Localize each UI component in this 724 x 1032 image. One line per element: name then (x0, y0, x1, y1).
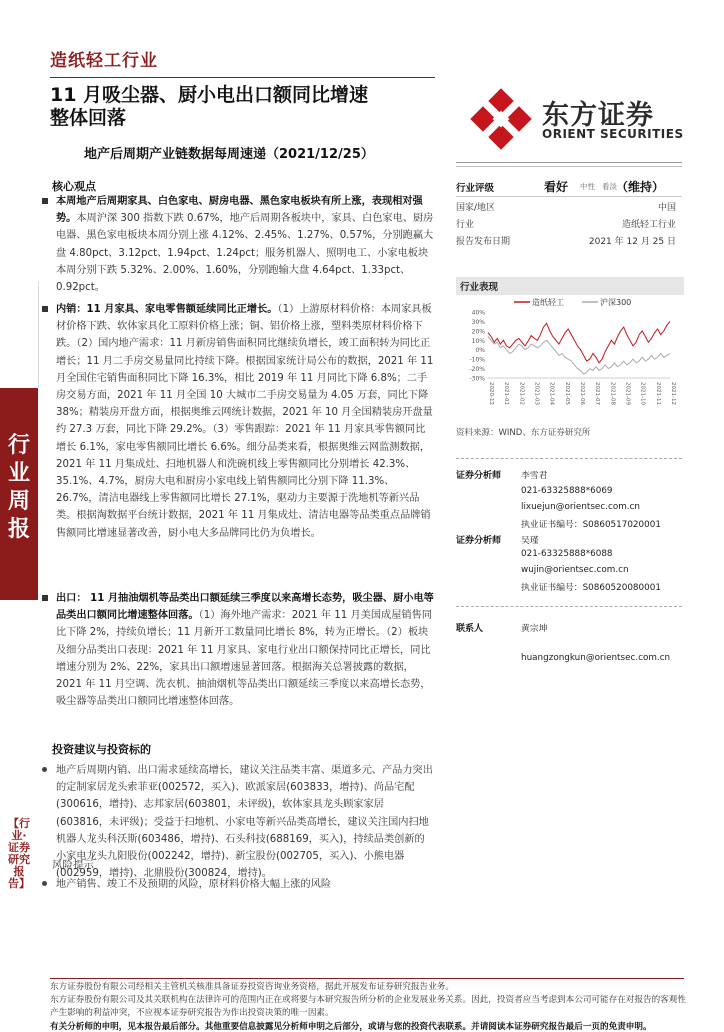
rating-divider (456, 196, 682, 197)
y-tick-label: 40% (471, 309, 485, 317)
rating-bearish: 看淡 (602, 182, 617, 191)
footer-line-3: 有关分析师的申明，见本报告最后部分。其他重要信息披露见分析师申明之后部分，或请与您的投资代表联系。并请阅读本证券研究报告最后一页的免责申明。 (50, 1022, 652, 1032)
rating-label: 行业评级 (456, 183, 495, 194)
analyst-divider (456, 458, 682, 459)
footer-line-1: 东方证券股份有限公司经相关主管机关核准具备证券投资咨询业务资格，据此开展发布证券研究报告业务。 (50, 982, 454, 992)
contact-label: 联系人 (456, 624, 484, 634)
y-tick-label: -20% (469, 366, 485, 374)
risk-paragraph (56, 876, 434, 893)
legend-label-1: 沪深300 (600, 298, 632, 307)
contact-name: 黄宗坤 (521, 624, 548, 634)
right-divider (456, 162, 682, 163)
orient-logo-icon (470, 88, 532, 150)
analyst-phone-1: 021-63325888*6069 (521, 486, 613, 496)
x-tick-label: 2021-05 (563, 382, 570, 405)
x-tick-label: 2021-12 (670, 382, 676, 405)
x-tick-label: 2021-11 (654, 382, 661, 405)
analyst-label-2: 证券分析师 (456, 536, 502, 546)
report-title (50, 84, 440, 130)
analyst-divider-2 (456, 606, 682, 607)
performance-chart (458, 292, 680, 420)
performance-title: 行业表现 (456, 277, 684, 295)
core-paragraph-2 (56, 301, 434, 542)
core-heading: 核心观点 (52, 180, 96, 193)
side-divider (0, 282, 39, 388)
x-tick-label: 2021-10 (639, 382, 646, 405)
side-tab-char: 业 (7, 461, 30, 486)
x-tick-label: 2021-08 (609, 382, 616, 405)
analyst-label-1: 证券分析师 (456, 471, 502, 481)
core-p1-text: 本周沪深 300 指数下跌 0.67%，地产后周期各板块中，家具、白色家电、厨房电器、黑色家电板块本周分别上涨 4.12%、2.45%、1.27%、0.57%，分别跑赢大盘 4.80pct、3.12pct、1.94pct、1.24pct；服务机器人、照明电工、小家电板块本周分别下跌 5.32%、2.00%、1.60%，分别跑输大盘 4.64pct、1.33pct、0.92pct。 (56, 213, 434, 294)
side-vertical-label: 【行业·证券研究报告】 (8, 817, 30, 890)
chart-source: 资料来源：WIND、东方证券研究所 (456, 428, 591, 438)
analyst-email-2[interactable]: wujin@orientsec.com.cn (521, 565, 629, 575)
country-value: 中国 (657, 203, 676, 213)
legend-label-0: 造纸轻工 (532, 298, 564, 307)
series-line-1 (488, 337, 670, 375)
x-tick-label: 2021-06 (579, 382, 585, 405)
analyst-name-1: 李雪君 (521, 471, 548, 481)
footer-rule (50, 978, 684, 979)
industry-label: 行业 (456, 220, 475, 230)
y-tick-label: -30% (469, 375, 485, 383)
core-p2-bold: 内销：11 月家具、家电零售额延续同比正增长。 (56, 304, 278, 315)
core-p3-bold: 出口： 11 月抽油烟机等品类出口额延续三季度以来高增长态势，吸尘器、厨小电等品类出口额同比增速整体回落。 (56, 593, 434, 622)
y-tick-label: 10% (471, 337, 485, 345)
industry-value: 造纸轻工行业 (621, 220, 676, 230)
industry-header: 造纸轻工行业 (50, 51, 158, 71)
series-line-0 (488, 321, 670, 363)
invest-heading: 投资建议与投资标的 (52, 743, 151, 756)
bullet-icon (42, 595, 48, 601)
x-tick-label: 2021-03 (533, 382, 540, 405)
analyst-name-2: 吴瑾 (521, 536, 539, 546)
x-tick-label: 2021-01 (503, 382, 510, 405)
core-paragraph-3 (56, 590, 434, 710)
logo-chinese-name: 东方证券 (542, 100, 654, 131)
rating-maintain: （维持） (616, 180, 665, 194)
core-p2-text: （1）上游原材料价格：本周家具板材价格下跌、软体家具化工原料价格上涨；铜、铝价格上涨，塑料类原材料价格下跌。（2）国内地产需求：11 月新房销售面积同比继续负增长，竣工面积转为同比正增长；11 月二手房交易量同比持续下降。根据国家统计局公布的数据，2021 年 11 月全国住宅销售面积同比下降 16.3%，相比 2019 年 11 月同比下降 6.8%；二手房交易方面，2021 年 11 月全国 10 大城市二手房交易量为 4.05 万套，同比下降 38%；精装房开盘方面，根据奥维云网统计数据，2021 年 10 月全国精装房开盘量约 27.3 万套，同比下降 29.2%。（3）零售跟踪：2021 年 11 月家具零售额同比增长 6.1%，家电零售额同比增长 6.6%。细分品类来看，根据奥维云网监测数据，2021 年 11 月集成灶、扫地机器人和洗碗机线上零售额同比分别增长 42.3%、35.1%、4.7%，厨房大电和厨房小家电线上销售额同比分别下降 11.3%、26.7%，清洁电器线上零售额同比增长 27.1%，驱动力主要源于洗地机等新兴品类。根据淘数据平台统计数据，2021 年 11 月集成灶、清洁电器等品类重点品牌销售额同比增速显著改善，厨小电大多品牌同比仍为负增长。 (56, 304, 434, 539)
x-tick-label: 2021-07 (594, 382, 601, 405)
analyst-cert-1: 执业证书编号：S0860517020001 (521, 520, 661, 530)
x-tick-label: 2021-09 (624, 382, 631, 405)
date-label: 报告发布日期 (456, 237, 511, 247)
logo-english-name: ORIENT SECURITIES (542, 127, 684, 141)
invest-text: 地产后周期内销、出口需求延续高增长，建议关注品类丰富、渠道多元、产品力突出的定制家居龙头索菲亚(002572，买入)、欧派家居(603833，增持)、尚品宅配(300616，增持)、志邦家居(603801，未评级)，软体家具龙头顾家家居(603816，未评级)；受益于扫地机、小家电等新兴品类高增长，建议关注国内扫地机器人龙头科沃斯(603486，增持)、石头科技(688169，买入)，持续品类创新的小家电龙头九阳股份(002242，增持)、新宝股份(002705，买入)、小熊电器(002959，增持)、北鼎股份(300824，增持)。 (56, 765, 433, 880)
invest-paragraph (56, 762, 434, 882)
x-axis (488, 382, 676, 405)
title-line-2: 整体回落 (50, 107, 127, 129)
bullet-icon (42, 767, 47, 772)
chart-legend (514, 297, 631, 307)
title-line-1: 11 月吸尘器、厨小电出口额同比增速 (50, 84, 369, 106)
bullet-icon (42, 881, 47, 886)
bullet-icon (42, 306, 48, 312)
y-tick-label: 30% (471, 318, 485, 326)
side-tab-char: 周 (7, 489, 30, 514)
country-label: 国家/地区 (456, 203, 496, 213)
y-tick-label: -10% (469, 356, 485, 364)
header-rule (50, 77, 435, 78)
core-p1-bold: 本周地产后周期家具、白色家电、厨房电器、黑色家电板块有所上涨，表现相对强势。 (56, 196, 423, 225)
risk-heading: 风险提示 (52, 859, 94, 871)
side-tab (0, 388, 38, 600)
bullet-icon (42, 198, 48, 204)
core-paragraph-1 (56, 193, 434, 296)
y-tick-label: 0% (475, 347, 485, 355)
analyst-phone-2: 021-63325888*6088 (521, 549, 613, 559)
report-subtitle: 地产后周期产业链数据每周速递（2021/12/25） (84, 147, 374, 162)
chart-series (488, 321, 670, 374)
risk-text: 地产销售、竣工不及预期的风险，原材料价格大幅上涨的风险 (56, 879, 332, 890)
rating-value: 看好 (544, 180, 569, 194)
x-tick-label: 2021-02 (518, 382, 525, 405)
rating-neutral: 中性 (580, 182, 595, 191)
footer-line-2: 东方证券股份有限公司及其关联机构在法律许可的范围内正在或将要与本研究报告所分析的企业发展业务关系。因此，投资者应当考虑到本公司可能存在对报告的客观性产生影响的利益冲突，不应视本证券研究报告为作出投资决策的唯一因素。 (50, 995, 686, 1018)
analyst-cert-2: 执业证书编号：S0860520080001 (521, 583, 661, 593)
side-tab-char: 报 (7, 517, 30, 542)
side-tab-char: 行 (7, 433, 30, 458)
x-tick-label: 2020-12 (488, 382, 494, 405)
analyst-email-1[interactable]: lixuejun@orientsec.com.cn (521, 502, 640, 512)
core-p3-text: （1）海外地产需求：2021 年 11 月美国成屋销售同比下降 2%，持续负增长；11 月新开工数量同比增长 8%，转为正增长。（2）板块及细分品类出口表现：2021 年 11 月家具、家电行业出口额保持同比正增长，同比增速分别为 2%、22%，家具出口额增速显著回落。根据海关总署披露的数据，2021 年 11 月空调、洗衣机、抽油烟机等品类出口额延续三季度以来高增长态势，吸尘器等品类出口额同比增速整体回落。 (56, 610, 432, 708)
contact-email[interactable]: huangzongkun@orientsec.com.cn (521, 653, 671, 663)
x-tick-label: 2021-04 (548, 382, 555, 405)
y-tick-label: 20% (471, 328, 485, 336)
right-divider-2 (456, 166, 682, 167)
date-value: 2021 年 12 月 25 日 (588, 237, 676, 247)
